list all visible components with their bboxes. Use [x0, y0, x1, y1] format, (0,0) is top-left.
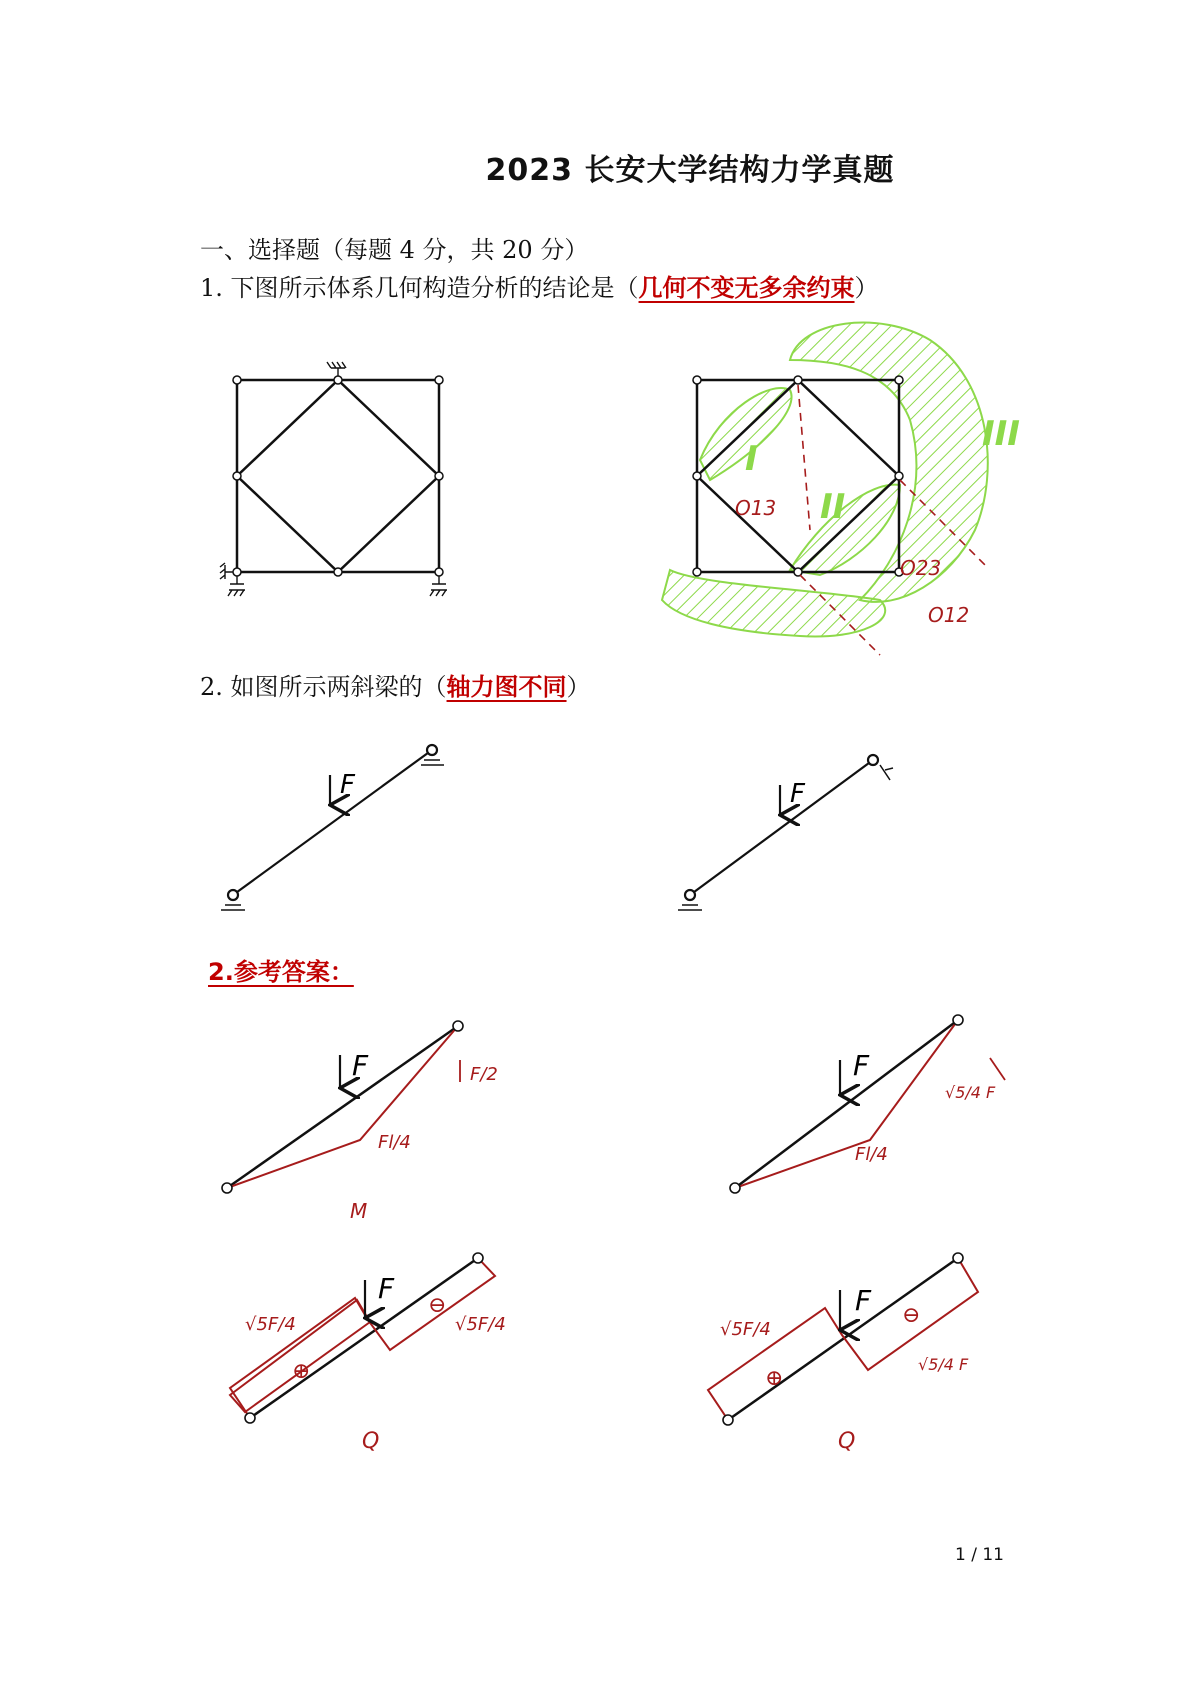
section-heading: 一、选择题（每题 4 分，共 20 分） — [200, 236, 589, 264]
q-pos-right: √5F/4 — [720, 1319, 771, 1340]
truss-figure-left — [220, 362, 447, 596]
load-f-left: F — [340, 770, 355, 800]
load-f-right: F — [790, 779, 805, 809]
m-value-right: Fl/4 — [855, 1144, 888, 1165]
m-reaction-right: √5/4 F — [945, 1083, 996, 1102]
q-load-f-right: F — [855, 1284, 872, 1317]
reference-answer-heading: 2.参考答案： — [208, 958, 354, 986]
inclined-beam-right — [678, 755, 893, 910]
page-number: 1 / 11 — [955, 1545, 1004, 1565]
q-load-f-left: F — [378, 1272, 395, 1305]
m-reaction-left: F/2 — [470, 1064, 498, 1085]
q-minus-left: ⊖ — [428, 1293, 447, 1318]
q-plus-left: ⊕ — [292, 1359, 311, 1384]
label-region-ii: II — [820, 487, 846, 527]
q-plus-right: ⊕ — [765, 1366, 784, 1391]
q2-suffix: ） — [566, 673, 591, 701]
truss-figure-right — [662, 323, 1020, 655]
q-diagram-label-right: Q — [838, 1429, 856, 1454]
label-region-iii: III — [982, 414, 1020, 454]
q1-answer: 几何不变无多余约束 — [638, 274, 855, 302]
page-title: 2023 长安大学结构力学真题 — [485, 153, 895, 188]
q-minus-right: ⊖ — [902, 1303, 921, 1328]
label-o23: O23 — [900, 556, 942, 580]
q-neg-left: √5F/4 — [455, 1314, 506, 1335]
label-o13: O13 — [735, 496, 777, 520]
moment-diagram-left — [222, 1021, 463, 1193]
q1-suffix: ） — [854, 274, 879, 302]
label-o12: O12 — [928, 603, 970, 627]
q-diagram-label-left: Q — [362, 1429, 380, 1454]
q2-answer: 轴力图不同 — [446, 673, 567, 701]
inclined-beam-left — [221, 745, 444, 910]
q1-prefix: 1. 下图所示体系几何构造分析的结论是（ — [200, 274, 639, 302]
m-load-f-left: F — [352, 1049, 369, 1082]
q2-prefix: 2. 如图所示两斜梁的（ — [200, 673, 447, 701]
m-value-left: Fl/4 — [378, 1132, 411, 1153]
q-neg-right: √5/4 F — [918, 1355, 969, 1374]
moment-diagram-right — [730, 1015, 1005, 1193]
label-region-i: I — [745, 439, 758, 479]
m-load-f-right: F — [853, 1049, 870, 1082]
m-diagram-label: M — [350, 1199, 368, 1223]
q-pos-left: √5F/4 — [245, 1314, 296, 1335]
shear-diagram-left — [230, 1253, 495, 1423]
